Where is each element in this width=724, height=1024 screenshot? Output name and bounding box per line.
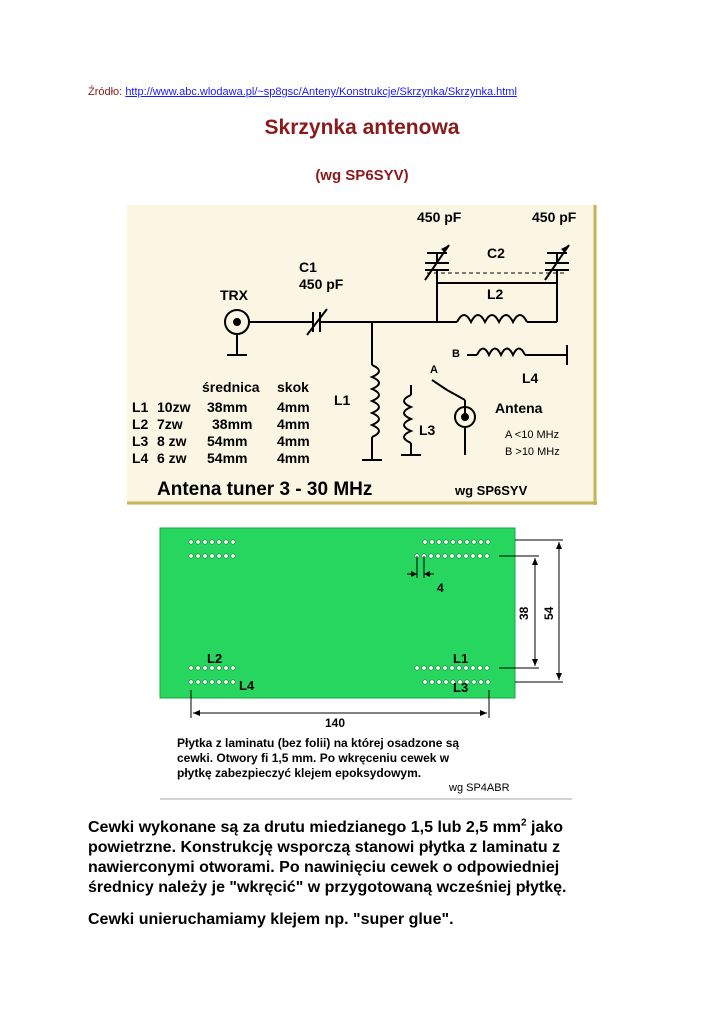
hole <box>429 666 433 670</box>
hole <box>196 554 200 558</box>
hole <box>231 540 235 544</box>
label-c2: C2 <box>487 245 505 261</box>
table-cell: L4 <box>132 450 149 466</box>
label-l3: L3 <box>419 422 436 438</box>
hole <box>224 680 228 684</box>
hole <box>436 554 440 558</box>
hole <box>457 666 461 670</box>
hole <box>485 554 489 558</box>
hole <box>443 666 447 670</box>
hole <box>224 554 228 558</box>
dim-140: 140 <box>325 716 346 730</box>
hole <box>217 540 221 544</box>
hole <box>437 680 441 684</box>
hole <box>478 666 482 670</box>
hole <box>429 554 433 558</box>
board-note-line: Płytka z laminatu (bez folii) na której osadzone są <box>177 736 460 750</box>
hole <box>444 540 448 544</box>
hole <box>196 540 200 544</box>
hole <box>210 540 214 544</box>
board-note-line: płytkę zabezpieczyć klejem epoksydowym. <box>177 766 422 780</box>
table-cell: 6 zw <box>157 450 187 466</box>
hole <box>189 666 193 670</box>
schematic-caption: Antena tuner 3 - 30 MHz <box>157 479 373 500</box>
board-label-l1: L1 <box>453 651 469 666</box>
hole <box>196 680 200 684</box>
hole <box>430 680 434 684</box>
hole <box>203 680 207 684</box>
label-band-a: A <10 MHz <box>505 429 560 441</box>
table-header-pitch: skok <box>277 379 309 395</box>
hole <box>189 540 193 544</box>
hole <box>436 666 440 670</box>
paragraph-coils <box>88 818 608 898</box>
hole <box>465 540 469 544</box>
hole <box>450 554 454 558</box>
dim-54: 54 <box>542 606 556 620</box>
table-header-diameter: średnica <box>202 379 260 395</box>
hole <box>471 554 475 558</box>
label-b: B <box>452 348 460 360</box>
hole <box>203 540 207 544</box>
label-c1-value: 450 pF <box>299 276 344 292</box>
label-l2: L2 <box>487 286 504 302</box>
hole <box>231 554 235 558</box>
schematic-caption-author: wg SP6SYV <box>455 483 528 498</box>
label-c1: C1 <box>299 259 317 275</box>
source-link[interactable]: http://www.abc.wlodawa.pl/~sp8gsc/Anteny/Konstrukcje/Skrzynka/Skrzynka.html <box>125 86 517 98</box>
hole <box>196 666 200 670</box>
hole <box>224 540 228 544</box>
hole <box>189 680 193 684</box>
hole <box>423 680 427 684</box>
hole <box>210 554 214 558</box>
table-cell: 54mm <box>207 450 248 466</box>
table-cell: 4mm <box>277 399 310 415</box>
hole <box>415 666 419 670</box>
source-label: Źródło: <box>88 86 123 98</box>
hole <box>457 554 461 558</box>
hole <box>464 554 468 558</box>
hole <box>210 666 214 670</box>
table-cell: 54mm <box>207 433 248 449</box>
paragraph-coils-part1: Cewki wykonane są za drutu miedzianego 1,5 lub 2,5 mm <box>88 819 522 836</box>
hole <box>224 666 228 670</box>
hole <box>217 680 221 684</box>
hole <box>210 680 214 684</box>
table-cell: 4mm <box>277 450 310 466</box>
hole <box>422 666 426 670</box>
hole <box>203 554 207 558</box>
hole <box>479 540 483 544</box>
table-cell: L1 <box>132 399 149 415</box>
board-author: wg SP4ABR <box>449 782 510 794</box>
tuner-schematic <box>127 205 597 505</box>
superscript-2: 2 <box>521 817 527 829</box>
hole <box>231 666 235 670</box>
dim-4: 4 <box>437 581 444 595</box>
label-band-b: B >10 MHz <box>505 446 560 458</box>
hole <box>217 666 221 670</box>
paragraph-glue: Cewki unieruchamiamy klejem np. "super glue". <box>88 911 454 928</box>
laminate-board <box>160 528 515 698</box>
hole <box>485 666 489 670</box>
table-cell: 8 zw <box>157 433 187 449</box>
paragraph-coils-part2: jako powietrzne. Konstrukcję wsporczą stanowi płytka z laminatu z nawierconymi otworami. Po nawinięciu cewek o odpowiedniej średnicy należy je "wkręcić" w przygotowaną wcześniej płytkę. <box>88 819 567 896</box>
label-l1: L1 <box>334 392 351 408</box>
hole <box>437 540 441 544</box>
hole <box>486 680 490 684</box>
label-trx: TRX <box>220 287 248 303</box>
board-label-l4: L4 <box>239 678 255 693</box>
label-antenna: Antena <box>495 400 543 416</box>
label-l4: L4 <box>522 370 539 386</box>
board-label-l3: L3 <box>453 680 469 695</box>
board-note-line: cewki. Otwory fi 1,5 mm. Po wkręceniu cewek w <box>177 751 450 765</box>
source-line <box>88 86 517 98</box>
hole <box>423 540 427 544</box>
hole <box>471 666 475 670</box>
hole <box>479 680 483 684</box>
hole <box>231 680 235 684</box>
page-subtitle: (wg SP6SYV) <box>315 167 409 184</box>
hole <box>203 666 207 670</box>
label-a: A <box>430 364 438 376</box>
cap-left-value: 450 pF <box>417 209 462 225</box>
hole <box>472 540 476 544</box>
hole <box>486 540 490 544</box>
hole <box>472 680 476 684</box>
board-drawing <box>127 520 572 802</box>
hole <box>450 666 454 670</box>
hole <box>464 666 468 670</box>
table-cell: 38mm <box>207 399 248 415</box>
hole <box>444 680 448 684</box>
hole <box>217 554 221 558</box>
table-cell: 4mm <box>277 416 310 432</box>
page-title: Skrzynka antenowa <box>264 116 460 139</box>
hole <box>458 540 462 544</box>
hole <box>189 554 193 558</box>
cap-right-value: 450 pF <box>532 209 577 225</box>
dim-38: 38 <box>517 606 531 620</box>
board-label-l2: L2 <box>207 651 223 666</box>
table-cell: 4mm <box>277 433 310 449</box>
table-cell: 10zw <box>157 399 191 415</box>
table-cell: L3 <box>132 433 149 449</box>
table-cell: L2 <box>132 416 149 432</box>
hole <box>451 540 455 544</box>
hole <box>443 554 447 558</box>
hole <box>430 540 434 544</box>
hole <box>478 554 482 558</box>
table-cell: 7zw <box>157 416 183 432</box>
table-cell: 38mm <box>212 416 253 432</box>
